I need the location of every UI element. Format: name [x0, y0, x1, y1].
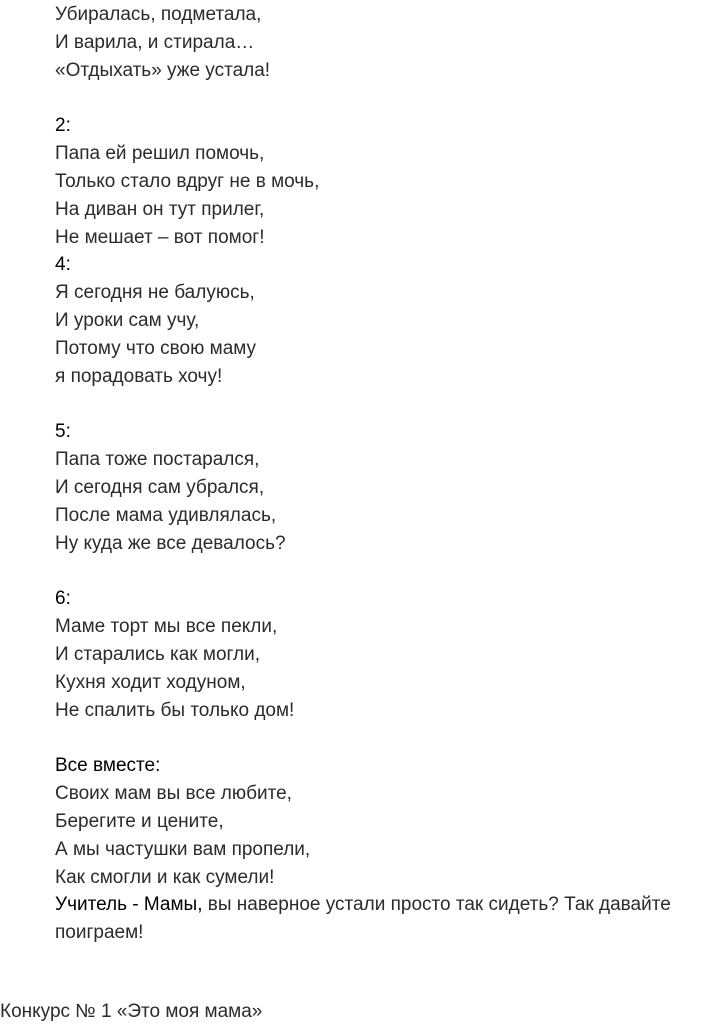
- verse-6-line-1: Маме торт мы все пекли,: [55, 616, 278, 637]
- verse-6-line-3: Кухня ходит ходуном,: [55, 672, 246, 693]
- together-line-4: Как смогли и как сумели!: [55, 867, 275, 888]
- verse-4-line-1: Я сегодня не балуюсь,: [55, 282, 255, 303]
- teacher-text-1: вы наверное устали просто так сидеть? Так давайте: [202, 894, 671, 915]
- verse-2-line-2: Только стало вдруг не в мочь,: [55, 171, 320, 192]
- teacher-line-1: [55, 891, 671, 919]
- verse-intro-line-1: Убиралась, подметала,: [55, 4, 262, 25]
- verse-intro-line-2: И варила, и стирала…: [55, 32, 255, 53]
- verse-4-line-3: Потому что свою маму: [55, 338, 257, 359]
- together-heading: Все вместе:: [55, 755, 161, 776]
- verse-6-line-2: И старались как могли,: [55, 644, 261, 665]
- verse-2-line-4: Не мешает – вот помог!: [55, 227, 265, 248]
- verse-2-line-1: Папа ей решил помочь,: [55, 143, 265, 164]
- verse-2-number: 2:: [55, 115, 71, 136]
- verse-4-line-2: И уроки сам учу,: [55, 310, 200, 331]
- contest-heading: Конкурс № 1 «Это моя мама»: [0, 1001, 263, 1022]
- together-line-2: Берегите и цените,: [55, 811, 224, 832]
- verse-5-line-3: После мама удивлялась,: [55, 505, 277, 526]
- verse-6-line-4: Не спалить бы только дом!: [55, 700, 295, 721]
- together-line-3: А мы частушки вам пропели,: [55, 839, 311, 860]
- verse-5-line-4: Ну куда же все девалось?: [55, 533, 286, 554]
- teacher-line-2: поиграем!: [55, 922, 144, 943]
- verse-5-line-2: И сегодня сам убрался,: [55, 477, 265, 498]
- verse-5-line-1: Папа тоже постарался,: [55, 449, 260, 470]
- teacher-speaker: Учитель - Мамы,: [55, 894, 203, 915]
- verse-intro-line-3: «Отдыхать» уже устала!: [55, 60, 271, 81]
- verse-4-line-4: я порадовать хочу!: [55, 366, 223, 387]
- verse-2-line-3: На диван он тут прилег,: [55, 199, 265, 220]
- together-line-1: Своих мам вы все любите,: [55, 783, 292, 804]
- verse-6-number: 6:: [55, 588, 71, 609]
- verse-4-number: 4:: [55, 254, 71, 275]
- verse-5-number: 5:: [55, 421, 71, 442]
